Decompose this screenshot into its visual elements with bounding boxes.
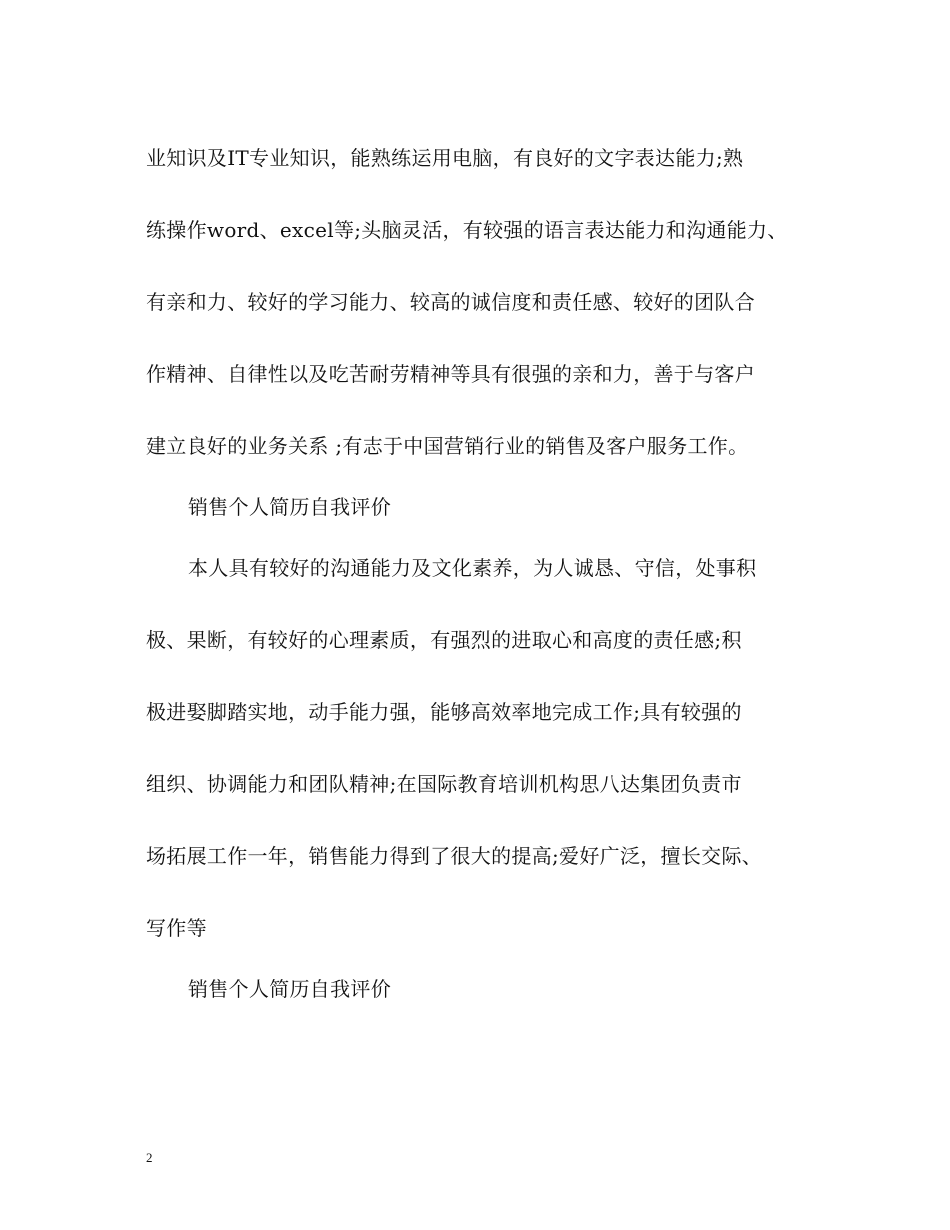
paragraph-line: 练操作word、excel等;头脑灵活，有较强的语言表达能力和沟通能力、 <box>146 218 788 242</box>
paragraph-line: 极进娶脚踏实地，动手能力强，能够高效率地完成工作;具有较强的 <box>146 700 742 724</box>
paragraph-line: 作精神、自律性以及吃苦耐劳精神等具有很强的亲和力，善于与客户 <box>146 362 755 386</box>
paragraph-line: 极、果断，有较好的心理素质，有强烈的进取心和高度的责任感;积 <box>146 628 742 652</box>
paragraph-line: 写作等 <box>146 916 207 940</box>
paragraph-line: 组织、协调能力和团队精神;在国际教育培训机构思八达集团负责市 <box>146 772 742 796</box>
page-number: 2 <box>146 1150 153 1165</box>
section-heading: 销售个人简历自我评价 <box>188 495 391 519</box>
paragraph-line: 业知识及IT专业知识，能熟练运用电脑，有良好的文字表达能力;熟 <box>146 146 744 170</box>
paragraph-line: 有亲和力、较好的学习能力、较高的诚信度和责任感、较好的团队合 <box>146 290 755 314</box>
paragraph-line: 场拓展工作一年，销售能力得到了很大的提高;爱好广泛，擅长交际、 <box>146 844 763 868</box>
section-heading: 销售个人简历自我评价 <box>188 977 391 1001</box>
paragraph-line: 本人具有较好的沟通能力及文化素养，为人诚恳、守信，处事积 <box>188 556 757 580</box>
paragraph-line: 建立良好的业务关系 ;有志于中国营销行业的销售及客户服务工作。 <box>146 434 749 458</box>
